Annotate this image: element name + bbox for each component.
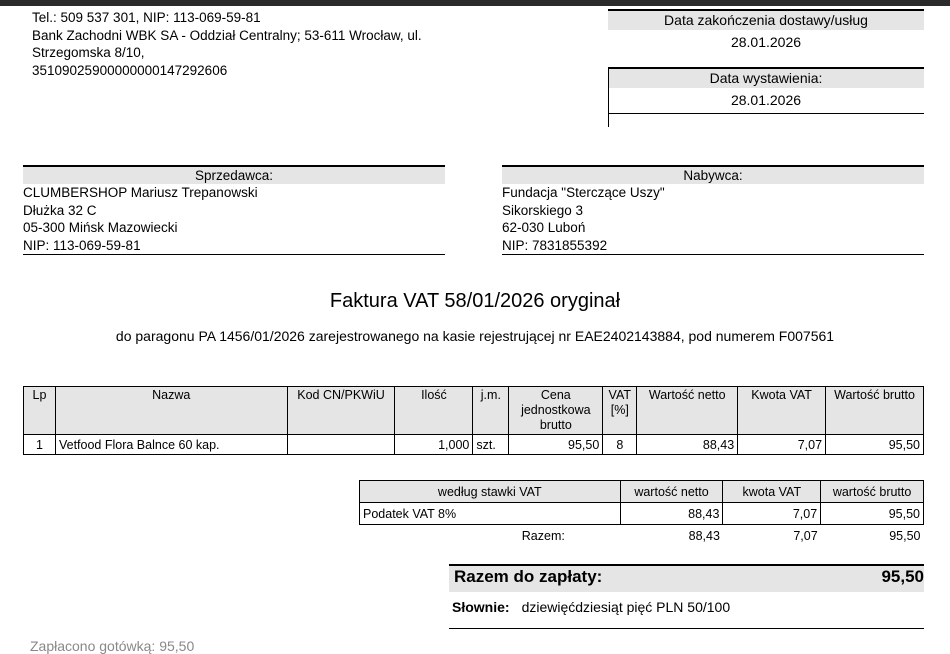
amount-in-words	[452, 599, 730, 615]
buyer-street: Sikorskiego 3	[502, 202, 584, 218]
vat-total-label: Razem:	[521, 528, 565, 543]
vat-total-vat: 7,07	[793, 528, 818, 543]
seller-header: Sprzedawca:	[23, 165, 445, 184]
vat-col-vat: kwota VAT	[723, 481, 821, 503]
row-vat-amount: 7,07	[738, 435, 826, 455]
amount-in-words-label: Słownie:	[452, 599, 510, 615]
col-net: Wartość netto	[637, 387, 738, 435]
row-lp: 1	[24, 435, 56, 455]
seller-nip: NIP: 113-069-59-81	[23, 237, 141, 253]
delivery-date-label: Data zakończenia dostawy/usług	[608, 9, 924, 30]
vat-total-net: 88,43	[688, 528, 720, 543]
col-unit: j.m.	[473, 387, 509, 435]
vat-col-net: wartość netto	[620, 481, 723, 503]
col-unit-price-l1: Cena	[540, 388, 571, 402]
col-gross: Wartość brutto	[826, 387, 924, 435]
col-unit-price-l3: brutto	[539, 418, 572, 432]
vat-row-vat: 7,07	[723, 503, 821, 525]
date-box-divider	[608, 67, 609, 127]
issue-date-label: Data wystawienia:	[608, 67, 924, 88]
col-vat-rate	[603, 387, 637, 435]
bank-line: Strzegomska 8/10,	[32, 45, 145, 60]
seller-city: 05-300 Mińsk Mazowiecki	[23, 220, 178, 235]
payment-total-value: 95,50	[881, 567, 924, 586]
buyer-block	[502, 165, 924, 255]
invoice-subtitle: do paragonu PA 1456/01/2026 zarejestrowanego na kasie rejestrującej nr EAE2402143884, pod numerem F007561	[115, 328, 835, 344]
issue-date-value: 28.01.2026	[730, 92, 802, 108]
vat-total-gross: 95,50	[889, 528, 921, 543]
row-qty: 1,000	[395, 435, 473, 455]
bank-details	[32, 9, 572, 79]
payment-total-label: Razem do zapłaty:	[454, 567, 603, 586]
col-vat-rate-l1: VAT	[608, 388, 632, 402]
seller-block	[23, 165, 445, 255]
row-unit: szt.	[473, 435, 509, 455]
col-vat-amount: Kwota VAT	[738, 387, 826, 435]
row-gross: 95,50	[826, 435, 924, 455]
col-unit-price-l2: jednostkowa	[521, 403, 591, 417]
seller-street: Dłużka 32 C	[23, 202, 97, 218]
seller-name: CLUMBERSHOP Mariusz Trepanowski	[23, 185, 258, 200]
bank-line: Bank Zachodni WBK SA - Oddział Centralny; 53-611 Wrocław, ul.	[32, 27, 422, 43]
words-underline	[449, 628, 924, 629]
items-header-row	[24, 387, 924, 435]
row-vat-rate: 8	[603, 435, 637, 455]
buyer-name: Fundacja "Sterczące Uszy"	[502, 185, 665, 200]
vat-header-row	[360, 481, 924, 503]
vat-row-rate: Podatek VAT 8%	[360, 503, 621, 525]
col-name: Nazwa	[55, 387, 287, 435]
vat-row-net: 88,43	[620, 503, 723, 525]
table-row	[24, 435, 924, 455]
top-bar	[0, 0, 950, 6]
items-table	[23, 386, 924, 455]
issue-date-box	[608, 67, 924, 114]
delivery-date-value: 28.01.2026	[730, 34, 802, 50]
col-qty: Ilość	[395, 387, 473, 435]
vat-col-rate: według stawki VAT	[360, 481, 621, 503]
col-code: Kod CN/PKWiU	[287, 387, 395, 435]
col-vat-rate-l2: [%]	[610, 403, 629, 417]
vat-summary-table	[359, 480, 924, 546]
row-name: Vetfood Flora Balnce 60 kap.	[55, 435, 287, 455]
table-row	[360, 503, 924, 525]
vat-col-gross: wartość brutto	[821, 481, 924, 503]
invoice-title: Faktura VAT 58/01/2026 oryginał	[329, 290, 621, 312]
buyer-city: 62-030 Luboń	[502, 220, 586, 235]
delivery-date-box	[608, 9, 924, 55]
col-unit-price	[509, 387, 603, 435]
buyer-header: Nabywca:	[502, 165, 924, 184]
vat-total-row	[360, 525, 924, 547]
buyer-nip: NIP: 7831855392	[502, 237, 608, 253]
payment-note: Zapłacono gotówką: 95,50	[30, 638, 195, 654]
row-net: 88,43	[637, 435, 738, 455]
bank-line: Tel.: 509 537 301, NIP: 113-069-59-81	[32, 10, 261, 25]
amount-in-words-value: dziewięćdziesiąt pięć PLN 50/100	[521, 599, 731, 615]
vat-row-gross: 95,50	[821, 503, 924, 525]
row-code	[287, 435, 395, 455]
col-lp: Lp	[24, 387, 56, 435]
bank-account-number: 35109025900000000147292606	[32, 62, 228, 78]
row-price: 95,50	[509, 435, 603, 455]
